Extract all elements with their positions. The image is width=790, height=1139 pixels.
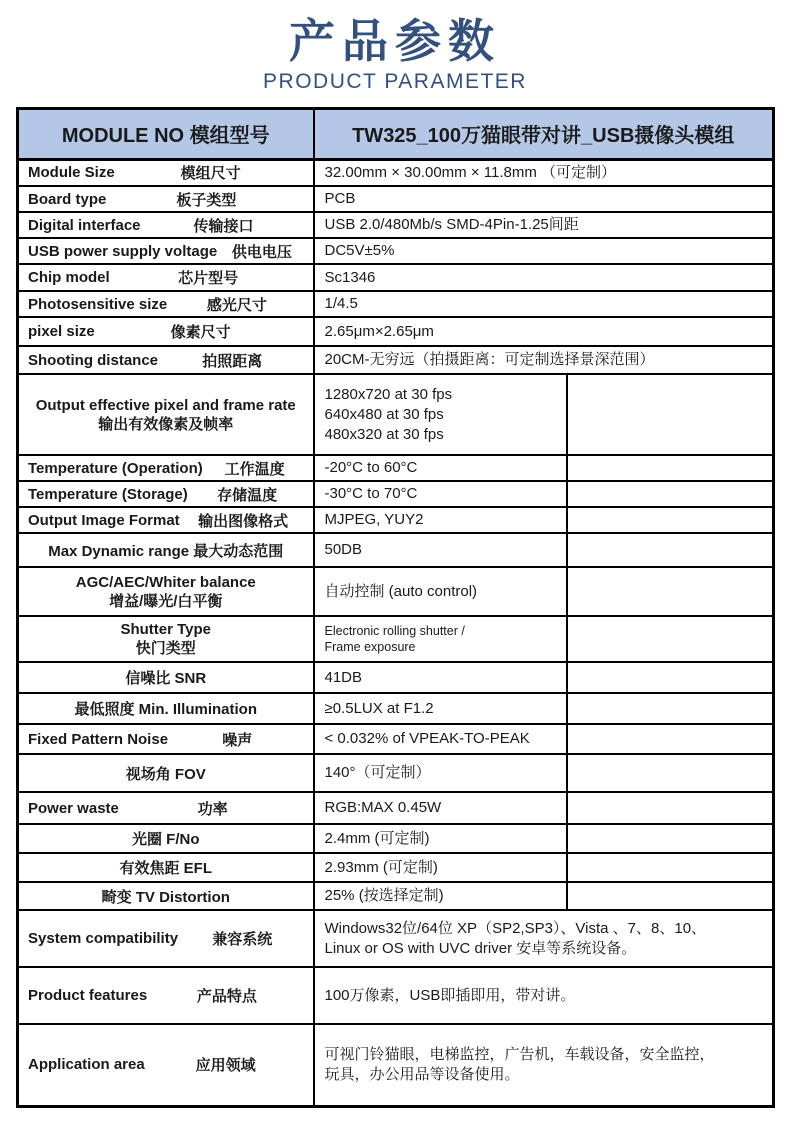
table-row xyxy=(18,967,774,1024)
row-extra-cell xyxy=(567,792,774,824)
row-value-cell xyxy=(314,374,567,455)
row-label-cell xyxy=(18,317,314,346)
table-row xyxy=(18,792,774,824)
header-module-no-cell: MODULE NO 模组型号 xyxy=(18,108,314,159)
table-row xyxy=(18,291,774,317)
row-value-cell xyxy=(314,291,774,317)
row-label-zh: 模组尺寸 xyxy=(180,165,241,183)
row-extra-cell xyxy=(567,754,774,792)
row-label-cell xyxy=(18,212,314,238)
row-value-line: 100万像素，USB即插即用，带对讲。 xyxy=(324,986,576,1004)
row-label-zh: 输出图像格式 xyxy=(198,512,289,530)
table-row xyxy=(18,186,774,212)
row-label-cell xyxy=(18,910,314,967)
row-label-cell xyxy=(18,346,314,374)
row-label-en: USB power supply voltage xyxy=(28,242,218,260)
row-value-line: DC5V±5% xyxy=(324,242,395,260)
row-label-zh: 功率 xyxy=(197,800,228,818)
row-value-cell xyxy=(314,616,567,662)
row-label-cell xyxy=(18,186,314,212)
table-row xyxy=(18,533,774,567)
table-row xyxy=(18,507,774,533)
row-value-cell xyxy=(314,567,567,616)
table-row xyxy=(18,238,774,264)
row-value-line: 640x480 at 30 fps xyxy=(324,405,444,423)
row-value-line: 可视门铃猫眼，电梯监控，广告机，车载设备，安全监控， xyxy=(324,1045,715,1063)
row-value-line: 480x320 at 30 fps xyxy=(324,425,444,443)
row-value-cell xyxy=(314,346,774,374)
row-value-cell xyxy=(314,754,567,792)
row-value-cell xyxy=(314,792,567,824)
row-label-cell xyxy=(18,481,314,507)
page-subtitle: PRODUCT PARAMETER xyxy=(263,69,527,93)
row-value-cell xyxy=(314,212,774,238)
row-label-cell xyxy=(18,567,314,616)
row-value-cell xyxy=(314,1024,774,1106)
row-label-zh: 板子类型 xyxy=(176,191,237,209)
row-label-en: pixel size xyxy=(28,323,95,341)
row-label-cell xyxy=(18,238,314,264)
row-value-cell xyxy=(314,317,774,346)
product-parameter-table xyxy=(16,107,775,1108)
table-row xyxy=(18,1024,774,1106)
table-row xyxy=(18,455,774,481)
row-extra-cell xyxy=(567,853,774,882)
row-value-line: PCB xyxy=(324,190,356,208)
row-label-zh: 供电电压 xyxy=(231,243,292,261)
table-row xyxy=(18,567,774,616)
row-value-line: 50DB xyxy=(324,541,363,559)
row-label-en: Application area xyxy=(28,1056,145,1074)
row-label-line: 快门类型 xyxy=(135,640,196,658)
row-value-cell xyxy=(314,910,774,967)
row-value-line: ≥0.5LUX at F1.2 xyxy=(324,699,434,717)
row-label-cell xyxy=(18,374,314,455)
row-value-cell xyxy=(314,159,774,186)
row-value-cell xyxy=(314,662,567,693)
row-value-line: 1/4.5 xyxy=(324,295,358,313)
row-label-en: Photosensitive size xyxy=(28,295,168,313)
row-extra-cell xyxy=(567,882,774,910)
row-value-cell xyxy=(314,533,567,567)
row-label-cell xyxy=(18,616,314,662)
row-value-line: 32.00mm × 30.00mm × 11.8mm （可定制） xyxy=(324,163,616,181)
title-block xyxy=(0,0,790,94)
row-label-en: Chip model xyxy=(28,269,110,287)
table-header-row xyxy=(18,108,774,159)
row-label-cell xyxy=(18,507,314,533)
row-label-cell xyxy=(18,792,314,824)
row-label-en: Board type xyxy=(28,190,107,208)
row-extra-cell xyxy=(567,533,774,567)
table-row xyxy=(18,693,774,724)
row-label-en: System compatibility xyxy=(28,930,179,948)
row-label-cell xyxy=(18,724,314,754)
row-value-line: 2.65μm×2.65μm xyxy=(324,322,434,340)
row-label-line: 输出有效像素及帧率 xyxy=(98,415,234,433)
row-label-text: 畸变 TV Distortion xyxy=(101,888,230,906)
row-label-cell xyxy=(18,853,314,882)
row-label-line: 增益/曝光/白平衡 xyxy=(109,592,223,610)
row-value-line: Linux or OS with UVC driver 安卓等系统设备。 xyxy=(324,939,637,957)
table-row xyxy=(18,374,774,455)
row-extra-cell xyxy=(567,507,774,533)
row-label-zh: 工作温度 xyxy=(224,460,285,478)
row-value-line: 1280x720 at 30 fps xyxy=(324,385,453,403)
row-value-cell xyxy=(314,824,567,853)
row-label-text: 有效焦距 EFL xyxy=(119,860,212,878)
table-row xyxy=(18,824,774,853)
row-value-cell xyxy=(314,455,567,481)
row-value-line: 140°（可定制） xyxy=(324,764,431,782)
row-value-line: 2.4mm (可定制) xyxy=(324,829,430,847)
row-value-line: 自动控制 (auto control) xyxy=(324,582,478,600)
row-label-cell xyxy=(18,824,314,853)
row-label-cell xyxy=(18,159,314,186)
table-row xyxy=(18,264,774,291)
row-value-cell xyxy=(314,853,567,882)
row-label-text: 视场角 FOV xyxy=(125,765,206,783)
row-label-line: Output effective pixel and frame rate xyxy=(35,396,296,414)
table-row xyxy=(18,317,774,346)
row-label-cell xyxy=(18,967,314,1024)
row-label-line: AGC/AEC/Whiter balance xyxy=(75,573,256,591)
row-label-zh: 应用领域 xyxy=(195,1057,256,1075)
header-model-cell: TW325_100万猫眼带对讲_USB摄像头模组 xyxy=(314,108,774,159)
table-row xyxy=(18,346,774,374)
row-label-en: Temperature (Operation) xyxy=(28,459,203,477)
row-value-line: 20CM-无穷远（拍摄距离：可定制选择景深范围） xyxy=(324,351,655,369)
table-row xyxy=(18,159,774,186)
row-value-cell xyxy=(314,264,774,291)
row-label-zh: 感光尺寸 xyxy=(206,296,267,314)
row-value-line: 41DB xyxy=(324,668,363,686)
row-value-line: USB 2.0/480Mb/s SMD-4Pin-1.25间距 xyxy=(324,216,579,234)
row-value-line: Frame exposure xyxy=(324,640,416,655)
row-label-cell xyxy=(18,662,314,693)
row-label-cell xyxy=(18,882,314,910)
row-label-cell xyxy=(18,291,314,317)
table-body xyxy=(18,159,774,1106)
row-label-text: Max Dynamic range 最大动态范围 xyxy=(48,542,284,560)
table-row xyxy=(18,662,774,693)
row-label-en: Output Image Format xyxy=(28,511,180,529)
page-title: 产品参数 xyxy=(289,15,501,67)
table-row xyxy=(18,481,774,507)
row-extra-cell xyxy=(567,724,774,754)
row-extra-cell xyxy=(567,374,774,455)
row-label-cell xyxy=(18,693,314,724)
table-row xyxy=(18,882,774,910)
row-label-zh: 传输接口 xyxy=(193,217,254,235)
row-label-cell xyxy=(18,264,314,291)
table-row xyxy=(18,616,774,662)
row-label-cell xyxy=(18,533,314,567)
row-label-en: Fixed Pattern Noise xyxy=(28,730,169,748)
row-value-line: 25% (按选择定制) xyxy=(324,887,444,905)
row-value-line: -20°C to 60°C xyxy=(324,459,418,477)
row-extra-cell xyxy=(567,455,774,481)
row-extra-cell xyxy=(567,567,774,616)
row-label-line: Shutter Type xyxy=(120,621,212,639)
row-label-zh: 像素尺寸 xyxy=(170,324,231,342)
row-value-line: RGB:MAX 0.45W xyxy=(324,799,442,817)
table-row xyxy=(18,853,774,882)
table-row xyxy=(18,754,774,792)
row-value-cell xyxy=(314,186,774,212)
row-value-line: 玩具，办公用品等设备使用。 xyxy=(324,1065,520,1083)
row-value-line: 2.93mm (可定制) xyxy=(324,858,438,876)
row-label-en: Product features xyxy=(28,987,148,1005)
row-value-cell xyxy=(314,238,774,264)
row-extra-cell xyxy=(567,824,774,853)
row-value-cell xyxy=(314,481,567,507)
row-label-en: Temperature (Storage) xyxy=(28,485,188,503)
table-row xyxy=(18,212,774,238)
row-value-line: Windows32位/64位 XP（SP2,SP3）、Vista 、7、8、10、 xyxy=(324,919,707,937)
row-value-line: -30°C to 70°C xyxy=(324,485,418,503)
row-value-cell xyxy=(314,967,774,1024)
table-row xyxy=(18,910,774,967)
row-label-zh: 产品特点 xyxy=(196,988,257,1006)
row-value-line: < 0.032% of VPEAK-TO-PEAK xyxy=(324,730,530,748)
row-value-line: Sc1346 xyxy=(324,268,376,286)
row-extra-cell xyxy=(567,693,774,724)
row-label-zh: 兼容系统 xyxy=(212,931,273,949)
row-extra-cell xyxy=(567,481,774,507)
row-value-line: Electronic rolling shutter / xyxy=(324,624,465,639)
row-value-cell xyxy=(314,882,567,910)
row-value-cell xyxy=(314,507,567,533)
row-label-cell xyxy=(18,754,314,792)
row-label-zh: 拍照距离 xyxy=(202,352,263,370)
row-label-text: 最低照度 Min. Illumination xyxy=(74,701,257,719)
row-value-line: MJPEG, YUY2 xyxy=(324,511,424,529)
row-value-cell xyxy=(314,724,567,754)
row-extra-cell xyxy=(567,662,774,693)
row-value-cell xyxy=(314,693,567,724)
row-label-en: Module Size xyxy=(28,164,115,182)
row-label-text: 信噪比 SNR xyxy=(125,670,207,688)
row-label-en: Power waste xyxy=(28,799,119,817)
row-label-zh: 芯片型号 xyxy=(178,270,239,288)
row-label-text: 光圈 F/No xyxy=(132,831,200,849)
row-label-cell xyxy=(18,1024,314,1106)
row-label-zh: 噪声 xyxy=(222,731,253,749)
row-label-cell xyxy=(18,455,314,481)
row-extra-cell xyxy=(567,616,774,662)
row-label-zh: 存储温度 xyxy=(217,486,278,504)
table-row xyxy=(18,724,774,754)
row-label-en: Shooting distance xyxy=(28,351,159,369)
row-label-en: Digital interface xyxy=(28,216,141,234)
